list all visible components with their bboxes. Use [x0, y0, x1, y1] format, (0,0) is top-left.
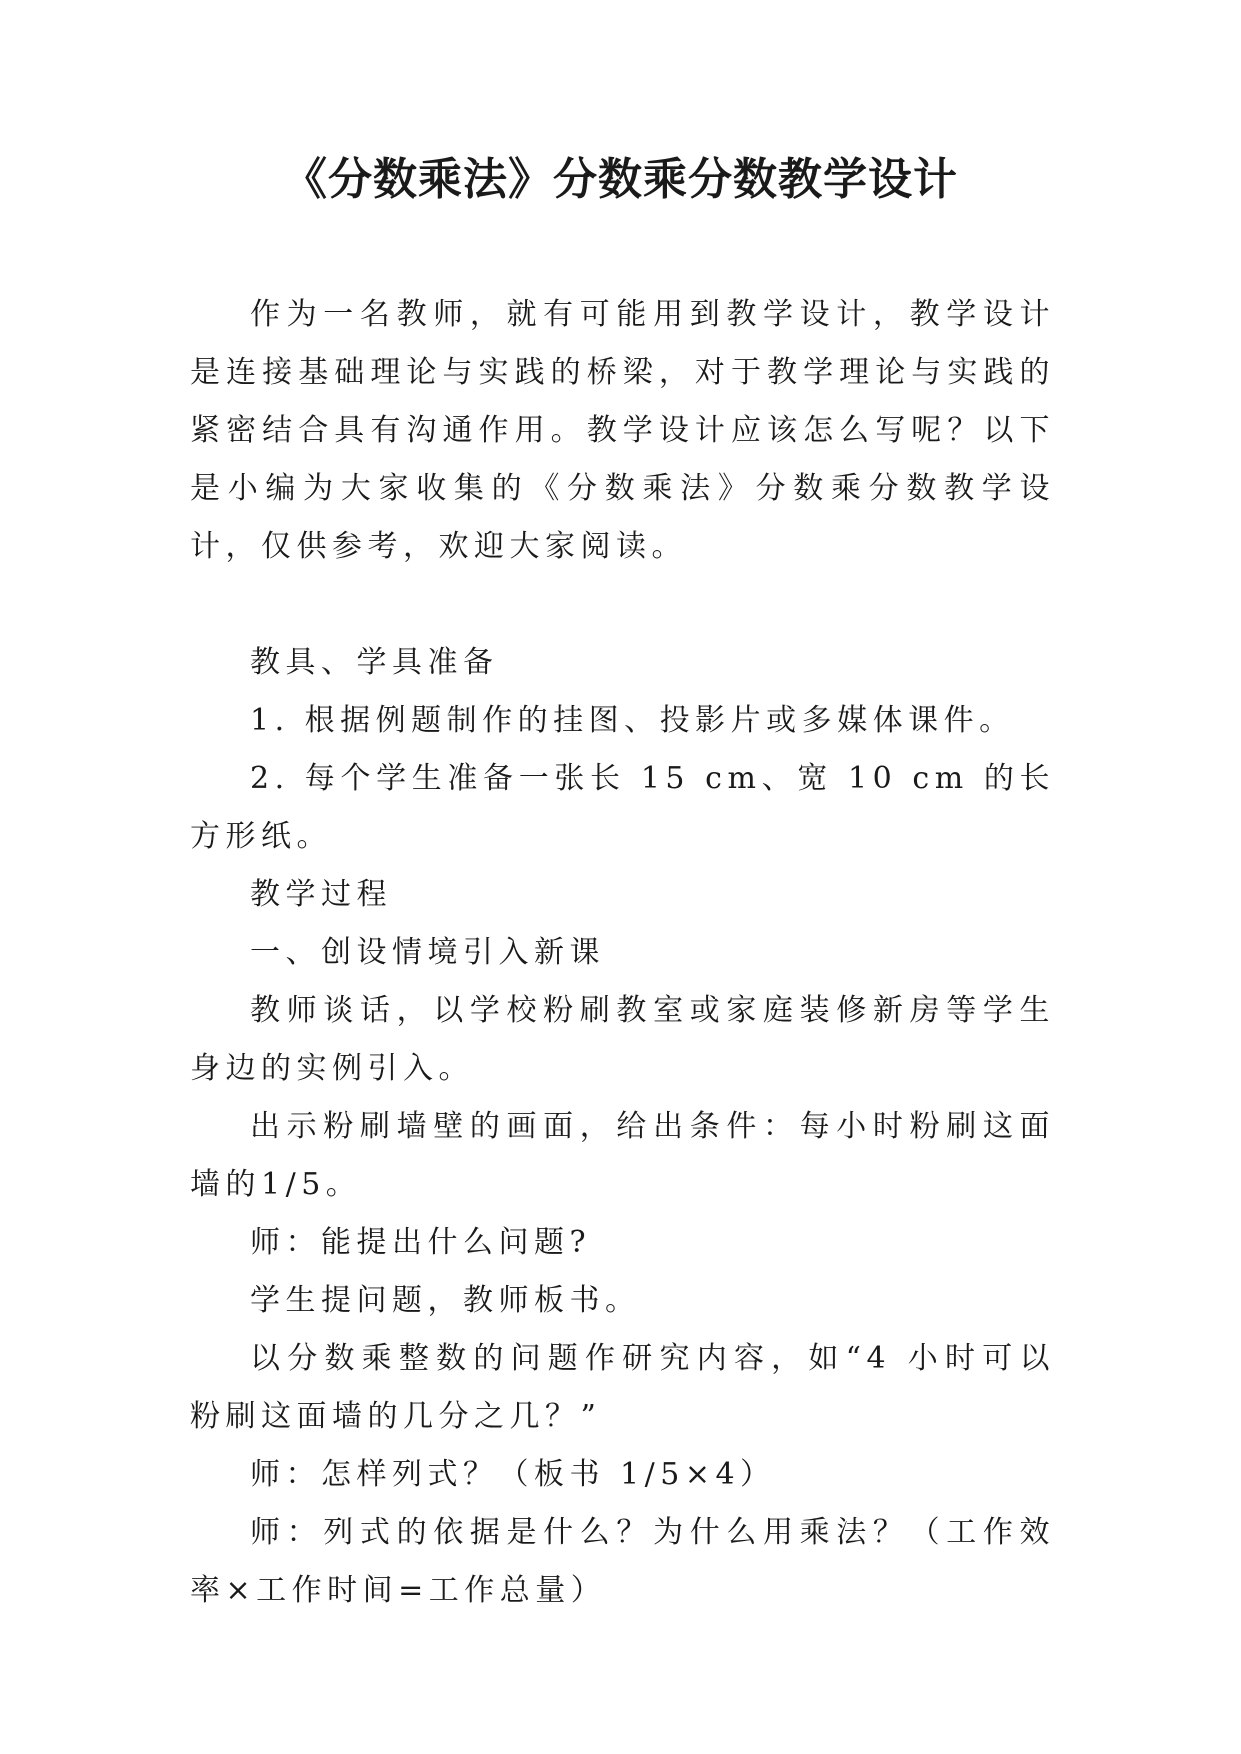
- list-item: 1. 根据例题制作的挂图、投影片或多媒体课件。: [250, 703, 1015, 738]
- body-paragraph: 出示粉刷墙壁的画面，给出条件：每小时粉刷这面墙的1/5。: [190, 1109, 1055, 1202]
- section-heading-materials: 教具、学具准备: [250, 645, 499, 680]
- body-paragraph: 师：列式的依据是什么？为什么用乘法？（工作效率×工作时间=工作总量）: [190, 1515, 1055, 1608]
- body-paragraph: 师：能提出什么问题?: [250, 1225, 592, 1260]
- paragraph-gap: [190, 576, 1055, 634]
- body-paragraph: 以分数乘整数的问题作研究内容，如“4 小时可以粉刷这面墙的几分之几？”: [190, 1341, 1055, 1434]
- subsection-heading: 一、创设情境引入新课: [250, 935, 605, 970]
- intro-paragraph: 作为一名教师，就有可能用到教学设计，教学设计是连接基础理论与实践的桥梁，对于教学理论与实践的紧密结合具有沟通作用。教学设计应该怎么写呢？以下是小编为大家收集的《分数乘法》分数乘分数教学设计，仅供参考，欢迎大家阅读。: [190, 297, 1055, 564]
- list-item: 2. 每个学生准备一张长 15 cm、宽 10 cm 的长方形纸。: [190, 761, 1055, 854]
- document-body: [190, 286, 1055, 1620]
- body-paragraph: 学生提问题，教师板书。: [250, 1283, 641, 1318]
- body-paragraph: 教师谈话，以学校粉刷教室或家庭装修新房等学生身边的实例引入。: [190, 993, 1055, 1086]
- section-heading-process: 教学过程: [250, 877, 392, 912]
- body-paragraph: 师：怎样列式？（板书 1/5×4）: [250, 1457, 776, 1492]
- document-title: 《分数乘法》分数乘分数教学设计: [283, 154, 958, 205]
